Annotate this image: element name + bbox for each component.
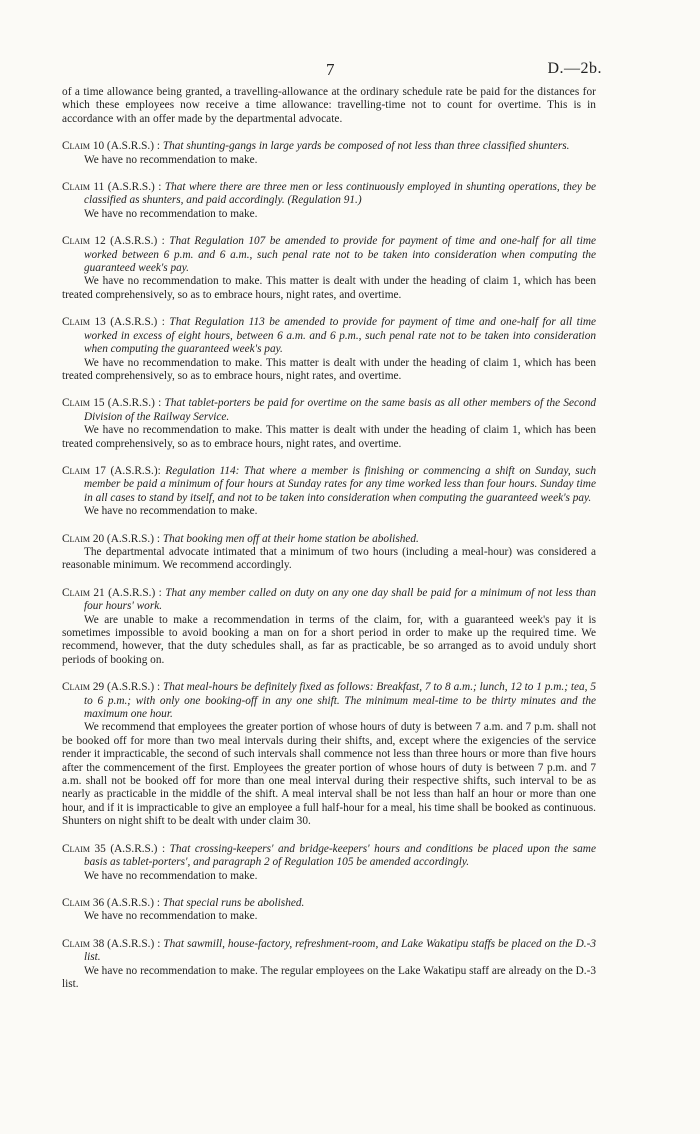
claim-heading xyxy=(62,181,596,208)
claim-response: We have no recommendation to make. xyxy=(84,910,258,923)
claim-label: Claim xyxy=(62,181,90,194)
document-page xyxy=(62,60,602,991)
claims-list xyxy=(62,140,596,991)
claim-number: 11 (A.S.R.S.) : xyxy=(93,181,162,194)
claim-heading xyxy=(62,533,596,546)
claim-label: Claim xyxy=(62,464,90,477)
claim-response: We recommend that employees the greater portion of whose hours of duty is between 7 a.m. and 7 p.m. shall not be booked off for more than two meal intervals during their shifts, and, except where the exigencies of the service render it impracticable, the second of such intervals shall commence not less than three hours or more than five hours after the commencement of the first. Employees the greater portion of whose hours of duty is between 7 p.m. and 7 a.m. shall not be booked off for more than one meal interval during their respective shifts, such interval to be as nearly as practicable in the middle of the shift. A meal interval shall be not less than half an hour or more than one hour, and if it is impracticable to give an employee a full half-hour for a meal, his time shall be booked as continuous. Shunters on night shift to be dealt with under claim 30. xyxy=(62,721,596,828)
claim-block xyxy=(62,897,596,924)
claim-label: Claim xyxy=(62,532,90,545)
claim-block xyxy=(62,465,596,519)
claim-number: 10 (A.S.R.S.) : xyxy=(92,140,160,153)
claim-text: That special runs be abolished. xyxy=(162,896,305,909)
claim-label: Claim xyxy=(62,896,90,909)
claim-number: 12 (A.S.R.S.) : xyxy=(94,235,165,248)
page-number: 7 xyxy=(326,60,335,79)
claim-block xyxy=(62,533,596,573)
claim-text: That meal-hours be definitely fixed as follows: Breakfast, 7 to 8 a.m.; lunch, 12 to 1 p.m.; tea, 5 to 6 p.m.; with only one booking-off in any one shift. The minimum meal-time to be thirty minutes and the maximum one hour. xyxy=(84,681,596,721)
claim-heading xyxy=(62,316,596,356)
intro-paragraph: of a time allowance being granted, a travelling-allowance at the ordinary schedule rate be paid for the distances for which these employees now receive a time allowance: travelling-time not to count for overtime. This is in accordance with an offer made by the departmental advocate. xyxy=(62,86,596,125)
claim-heading xyxy=(62,140,596,153)
claim-heading xyxy=(62,843,596,870)
claim-block xyxy=(62,181,596,221)
claim-text: That Regulation 107 be amended to provide for payment of time and one-half for all time worked between 6 p.m. and 6 a.m., such penal rate not to be taken into consideration when computing the guaranteed week's pay. xyxy=(84,235,597,275)
claim-text: That tablet-porters be paid for overtime on the same basis as all other members of the Second Division of the Railway Service. xyxy=(84,397,597,423)
document-reference: D.—2b. xyxy=(547,60,602,77)
claim-text: That where there are three men or less continuously employed in shunting operations, they be classified as shunters, and paid accordingly. (Regulation 91.) xyxy=(84,181,597,207)
claim-heading xyxy=(62,465,596,505)
claim-number: 17 (A.S.R.S.): xyxy=(94,464,161,477)
claim-label: Claim xyxy=(62,235,90,248)
claim-text: Regulation 114: That where a member is finishing or commencing a shift on Sunday, such member be paid a minimum of four hours at Sunday rates for any time worked less than four hours. Sunday time in all cases to stand by itself, and not to be taken into consideration when computing the guaranteed week's pay. xyxy=(84,464,596,504)
claim-block xyxy=(62,681,596,828)
claim-heading xyxy=(62,397,596,424)
claim-number: 20 (A.S.R.S.) : xyxy=(92,532,160,545)
claim-text: That crossing-keepers' and bridge-keepers' hours and conditions be placed upon the same basis as tablet-porters', and paragraph 2 of Regulation 105 be amended accordingly. xyxy=(84,842,596,869)
claim-heading xyxy=(62,587,596,614)
claim-response: We have no recommendation to make. This matter is dealt with under the heading of claim 1, which has been treated comprehensively, so as to embrace hours, night rates, and overtime. xyxy=(62,275,596,301)
claim-number: 36 (A.S.R.S.) : xyxy=(92,896,160,909)
claim-label: Claim xyxy=(62,842,90,855)
claim-block xyxy=(62,316,596,383)
claim-text: That sawmill, house-factory, refreshment-room, and Lake Wakatipu staffs be placed on the D.-3 list. xyxy=(84,937,597,964)
claim-response: We have no recommendation to make. The regular employees on the Lake Wakatipu staff are already on the D.-3 list. xyxy=(62,964,596,990)
claim-heading xyxy=(62,681,596,721)
claim-heading xyxy=(62,235,596,275)
claim-block xyxy=(62,843,596,883)
page-header xyxy=(62,60,602,86)
claim-block xyxy=(62,587,596,667)
claim-number: 21 (A.S.R.S.) : xyxy=(93,586,162,599)
claim-response: We have no recommendation to make. xyxy=(84,505,258,518)
claim-response: We have no recommendation to make. xyxy=(84,153,258,166)
claim-label: Claim xyxy=(62,681,90,694)
claim-label: Claim xyxy=(62,586,90,599)
claim-number: 13 (A.S.R.S.) : xyxy=(94,316,165,329)
claim-response: We have no recommendation to make. This matter is dealt with under the heading of claim 1, which has been treated comprehensively, so as to embrace hours, night rates, and overtime. xyxy=(62,424,596,450)
claim-number: 35 (A.S.R.S.) : xyxy=(94,842,166,855)
claim-block xyxy=(62,938,596,992)
claim-text: That Regulation 113 be amended to provide for payment of time and one-half for all time worked in excess of eight hours, between 6 a.m. and 6 p.m., such penal rate not to be taken into consideration when computing the guaranteed week's pay. xyxy=(84,316,597,356)
claim-response: We have no recommendation to make. This matter is dealt with under the heading of claim 1, which has been treated comprehensively, so as to embrace hours, night rates, and overtime. xyxy=(62,356,596,382)
claim-label: Claim xyxy=(62,316,90,329)
claim-label: Claim xyxy=(62,937,90,950)
claim-heading xyxy=(62,938,596,965)
claim-number: 15 (A.S.R.S.) : xyxy=(93,397,162,410)
claim-label: Claim xyxy=(62,140,90,153)
claim-block xyxy=(62,397,596,451)
claim-response: We have no recommendation to make. xyxy=(84,869,258,882)
claim-text: That shunting-gangs in large yards be composed of not less than three classified shunters. xyxy=(162,140,570,153)
claim-block xyxy=(62,235,596,302)
claim-response: The departmental advocate intimated that a minimum of two hours (including a meal-hour) was considered a reasonable minimum. We recommend accordingly. xyxy=(62,545,596,572)
claim-heading xyxy=(62,897,596,910)
claim-number: 29 (A.S.R.S.) : xyxy=(92,681,161,694)
claim-response: We are unable to make a recommendation in terms of the claim, for, with a guaranteed week's pay it is sometimes impossible to avoid booking a man on for a short period in order to make up the required time. We recommend, however, that the duty schedules shall, as far as practicable, be so arranged as to avoid unduly short periods of booking on. xyxy=(62,613,596,666)
claim-block xyxy=(62,140,596,167)
claim-text: That any member called on duty on any one day shall be paid for a minimum of not less than four hours' work. xyxy=(84,586,596,613)
claim-response: We have no recommendation to make. xyxy=(84,207,258,220)
claim-label: Claim xyxy=(62,397,90,410)
claim-text: That booking men off at their home station be abolished. xyxy=(162,532,419,545)
claim-number: 38 (A.S.R.S.) : xyxy=(92,937,161,950)
